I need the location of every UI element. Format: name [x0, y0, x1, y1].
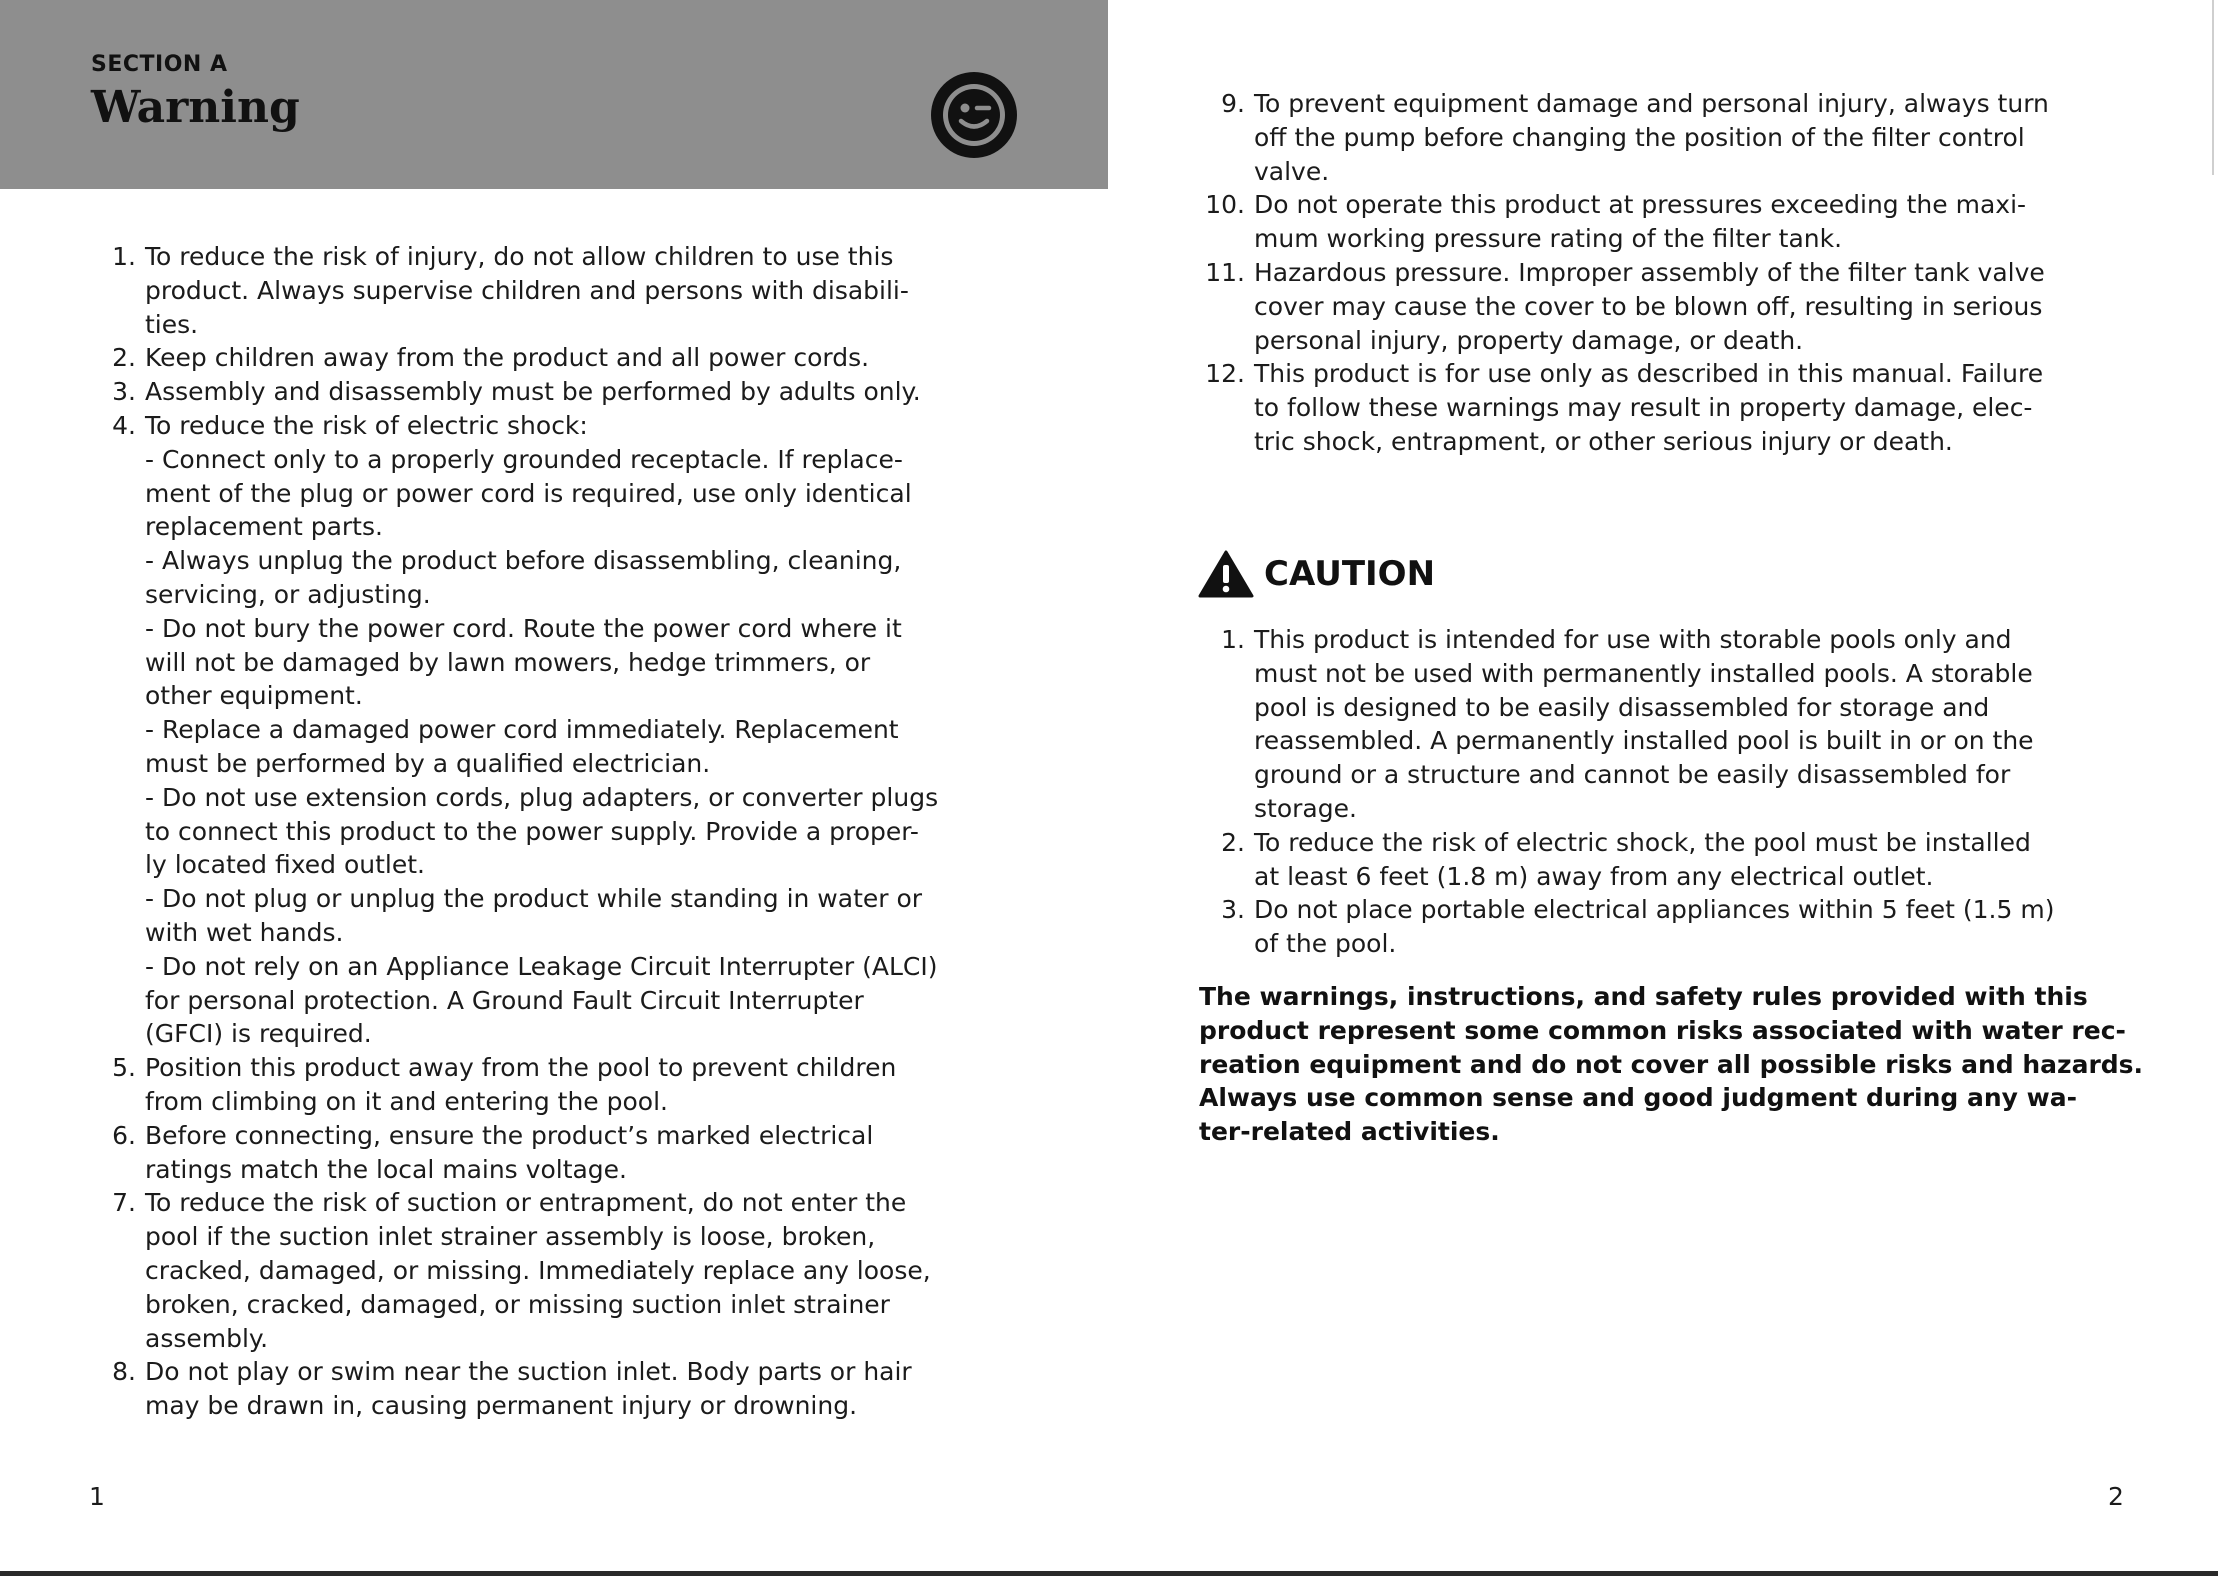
list-item-text-line: To reduce the risk of injury, do not allow children to use this: [145, 242, 894, 271]
list-item: [1215, 826, 2054, 894]
list-item-number: 3.: [112, 377, 136, 407]
list-item: [1205, 357, 2049, 458]
list-item-text-line: Before connecting, ensure the product’s marked electrical: [145, 1120, 874, 1150]
closing-statement: [1199, 980, 2143, 1149]
list-item-text-line: - Do not use extension cords, plug adapters, or converter plugs: [145, 782, 939, 812]
list-item: [106, 1355, 938, 1423]
warning-triangle-icon: [1198, 550, 1254, 598]
list-item-text-line: assembly.: [145, 1323, 269, 1353]
list-item-number: 2.: [1221, 827, 1245, 857]
list-item-number: 5.: [112, 1053, 136, 1083]
list-item-number: 1.: [1221, 625, 1245, 654]
list-item-text-line: to connect this product to the power supply. Provide a proper-: [145, 816, 919, 846]
list-item-text-line: other equipment.: [145, 681, 363, 711]
list-item-text-line: personal injury, property damage, or death.: [1254, 325, 1804, 355]
list-item-text-line: broken, cracked, damaged, or missing suction inlet strainer: [145, 1289, 890, 1319]
caution-list: [1215, 623, 2054, 961]
list-item: [1205, 256, 2049, 357]
caution-heading: [1198, 550, 1435, 598]
list-item-number: 6.: [112, 1120, 136, 1150]
list-item-number: 8.: [112, 1357, 136, 1387]
list-item-text-line: (GFCI) is required.: [145, 1019, 372, 1049]
list-item-text-line: product. Always supervise children and persons with disabili-: [145, 275, 909, 305]
list-item-text-line: To reduce the risk of electric shock:: [145, 410, 588, 440]
list-item-text-line: reassembled. A permanently installed pool is built in or on the: [1254, 726, 2034, 756]
list-item-text-line: must not be used with permanently installed pools. A storable: [1254, 658, 2033, 688]
list-item-text-line: replacement parts.: [145, 512, 383, 542]
list-item-text-line: - Do not bury the power cord. Route the power cord where it: [145, 613, 902, 643]
warning-list-left: [106, 240, 938, 1423]
winking-smiley-icon: [931, 72, 1017, 158]
list-item-number: 1.: [112, 242, 136, 271]
list-item-text-line: Assembly and disassembly must be performed by adults only.: [145, 377, 921, 407]
list-item-text-line: from climbing on it and entering the pool.: [145, 1086, 668, 1116]
list-item-number: 12.: [1205, 359, 1245, 389]
list-item-text-line: off the pump before changing the position of the filter control: [1254, 122, 2025, 152]
list-item-text-line: tric shock, entrapment, or other serious injury or death.: [1254, 426, 1953, 456]
list-item-text-line: ground or a structure and cannot be easily disassembled for: [1254, 760, 2011, 790]
closing-line: reation equipment and do not cover all possible risks and hazards.: [1199, 1049, 2144, 1079]
closing-line: ter-related activities.: [1199, 1117, 1500, 1147]
list-item-text-line: To prevent equipment damage and personal injury, always turn: [1254, 89, 2049, 118]
list-item-text-line: cracked, damaged, or missing. Immediately replace any loose,: [145, 1255, 931, 1285]
list-item-text-line: Do not operate this product at pressures exceeding the maxi-: [1254, 190, 2027, 220]
list-item: [106, 240, 938, 341]
list-item-text-line: Keep children away from the product and all power cords.: [145, 343, 870, 373]
list-item-text-line: - Do not rely on an Appliance Leakage Circuit Interrupter (ALCI): [145, 951, 938, 981]
list-item-text-line: This product is for use only as described in this manual. Failure: [1254, 359, 2044, 389]
list-item-text-line: ly located fixed outlet.: [145, 850, 425, 880]
list-item: [1205, 188, 2049, 256]
list-item-text-line: ties.: [145, 309, 199, 339]
list-item-text-line: Do not play or swim near the suction inlet. Body parts or hair: [145, 1357, 912, 1387]
list-item: [106, 375, 938, 409]
list-item-text-line: cover may cause the cover to be blown off, resulting in serious: [1254, 291, 2043, 321]
list-item-text-line: of the pool.: [1254, 929, 1397, 959]
list-item-text-line: - Connect only to a properly grounded receptacle. If replace-: [145, 444, 903, 474]
list-item: [106, 1186, 938, 1355]
list-item-text-line: This product is intended for use with storable pools only and: [1254, 625, 2012, 654]
closing-line: product represent some common risks associated with water rec-: [1199, 1015, 2126, 1045]
list-item-text-line: valve.: [1254, 156, 1330, 186]
warning-list-right: [1205, 87, 2049, 459]
list-item-text-line: may be drawn in, causing permanent injury or drowning.: [145, 1391, 858, 1421]
list-item-number: 7.: [112, 1188, 136, 1218]
list-item: [1215, 893, 2054, 961]
list-item-text-line: at least 6 feet (1.8 m) away from any electrical outlet.: [1254, 861, 1934, 891]
list-item-text-line: - Do not plug or unplug the product while standing in water or: [145, 884, 923, 914]
list-item-text-line: - Always unplug the product before disassembling, cleaning,: [145, 546, 902, 576]
section-label: SECTION A: [91, 52, 228, 77]
page-number-left: 1: [89, 1482, 105, 1511]
list-item-text-line: To reduce the risk of suction or entrapment, do not enter the: [145, 1188, 907, 1218]
list-item-text-line: with wet hands.: [145, 917, 344, 947]
list-item-text-line: ratings match the local mains voltage.: [145, 1154, 628, 1184]
list-item: [106, 409, 938, 1051]
section-header-band: [0, 0, 1108, 189]
list-item-number: 4.: [112, 410, 136, 440]
list-item: [1215, 623, 2054, 826]
list-item-text-line: servicing, or adjusting.: [145, 579, 431, 609]
list-item-text-line: mum working pressure rating of the filter tank.: [1254, 224, 1843, 254]
page-number-right: 2: [2108, 1482, 2124, 1511]
caution-title: CAUTION: [1264, 554, 1436, 594]
list-item-text-line: To reduce the risk of electric shock, the pool must be installed: [1254, 827, 2031, 857]
bottom-rule: [0, 1571, 2218, 1576]
list-item-text-line: Hazardous pressure. Improper assembly of the filter tank valve: [1254, 257, 2045, 287]
list-item-text-line: will not be damaged by lawn mowers, hedge trimmers, or: [145, 647, 871, 677]
page-edge-divider: [2212, 0, 2214, 175]
list-item: [106, 1119, 938, 1187]
list-item: [1215, 87, 2049, 188]
list-item-number: 11.: [1205, 257, 1245, 287]
list-item-text-line: to follow these warnings may result in property damage, elec-: [1254, 393, 2033, 423]
list-item-text-line: - Replace a damaged power cord immediately. Replacement: [145, 715, 899, 745]
list-item-text-line: Do not place portable electrical appliances within 5 feet (1.5 m): [1254, 895, 2055, 925]
list-item-text-line: for personal protection. A Ground Fault Circuit Interrupter: [145, 985, 864, 1015]
list-item-text-line: storage.: [1254, 793, 1357, 823]
list-item-text-line: pool is designed to be easily disassembled for storage and: [1254, 692, 1990, 722]
closing-line: Always use common sense and good judgment during any wa-: [1199, 1083, 2078, 1113]
list-item-number: 9.: [1221, 89, 1245, 118]
list-item-number: 10.: [1205, 190, 1245, 220]
list-item-text-line: ment of the plug or power cord is required, use only identical: [145, 478, 912, 508]
list-item-text-line: must be performed by a qualified electrician.: [145, 748, 711, 778]
list-item-number: 3.: [1221, 895, 1245, 925]
list-item-number: 2.: [112, 343, 136, 373]
closing-line: The warnings, instructions, and safety rules provided with this: [1199, 982, 2088, 1011]
list-item-text-line: pool if the suction inlet strainer assembly is loose, broken,: [145, 1222, 876, 1252]
list-item: [106, 341, 938, 375]
list-item-text-line: Position this product away from the pool to prevent children: [145, 1053, 897, 1083]
list-item: [106, 1051, 938, 1119]
section-title: Warning: [91, 82, 300, 133]
